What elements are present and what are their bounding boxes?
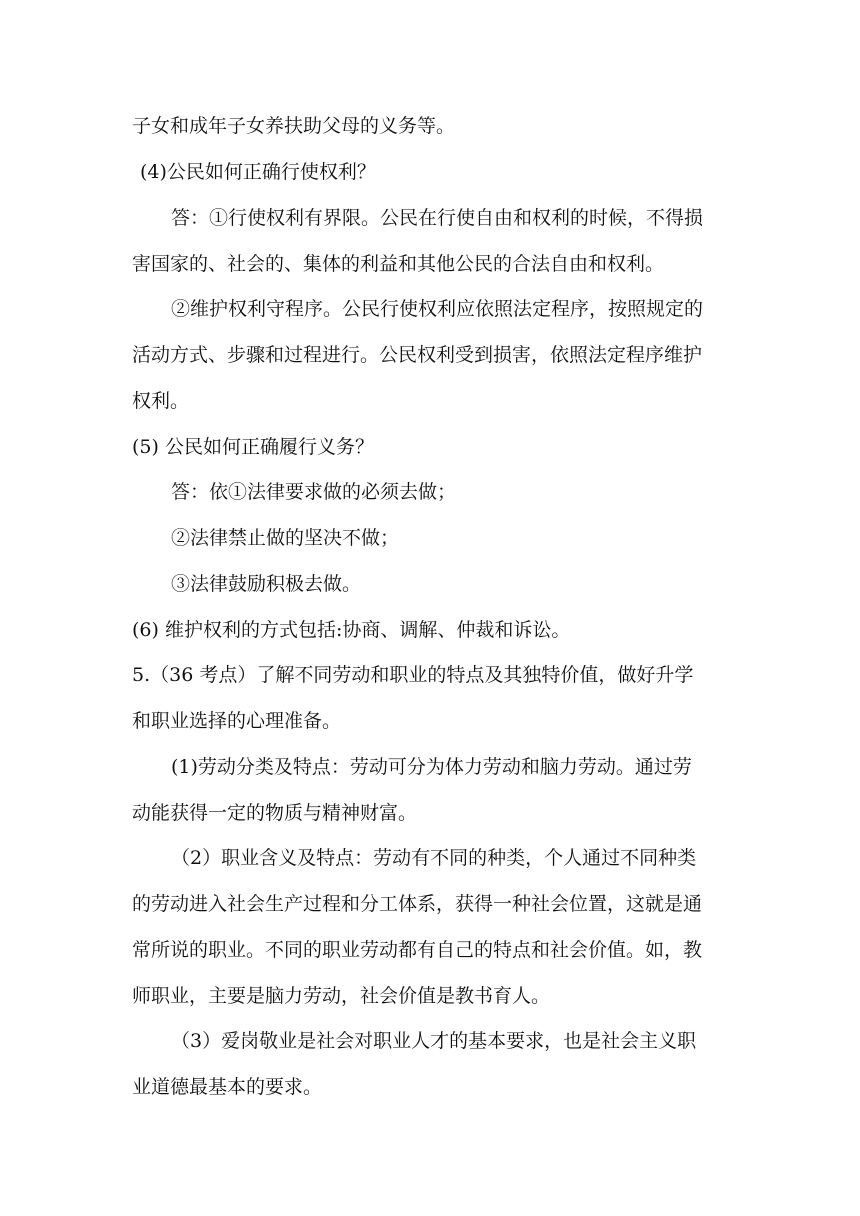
text-line: (5) 公民如何正确履行义务？ <box>132 436 374 458</box>
text-line: (1)劳动分类及特点：劳动可分为体力劳动和脑力劳动。通过劳 <box>171 756 692 778</box>
text-line: 和职业选择的心理准备。 <box>132 710 342 732</box>
text-line: 动能获得一定的物质与精神财富。 <box>132 802 418 824</box>
text-line: (6) 维护权利的方式包括:协商、调解、仲裁和诉讼。 <box>132 619 571 641</box>
text-line: 活动方式、步骤和过程进行。公民权利受到损害，依照法定程序维护 <box>132 344 703 366</box>
text-line: 的劳动进入社会生产过程和分工体系，获得一种社会位置，这就是通 <box>132 893 703 915</box>
text-line: 答：依①法律要求做的必须去做； <box>171 481 457 503</box>
text-line: （3）爱岗敬业是社会对职业人才的基本要求，也是社会主义职 <box>171 1030 697 1052</box>
text-line: 业道德最基本的要求。 <box>132 1076 323 1098</box>
text-line: 常所说的职业。不同的职业劳动都有自己的特点和社会价值。如，教 <box>132 939 703 961</box>
text-line: ②法律禁止做的坚决不做； <box>171 527 400 549</box>
text-line: 子女和成年子女养扶助父母的义务等。 <box>132 115 456 137</box>
text-line: 5.（36 考点）了解不同劳动和职业的特点及其独特价值，做好升学 <box>132 664 694 686</box>
text-line: 答：①行使权利有界限。公民在行使自由和权利的时候，不得损 <box>171 207 704 229</box>
text-line: （2）职业含义及特点：劳动有不同的种类，个人通过不同种类 <box>171 847 697 869</box>
text-line: ②维护权利守程序。公民行使权利应依照法定程序，按照规定的 <box>171 298 704 320</box>
text-line: (4)公民如何正确行使权利？ <box>140 161 376 183</box>
text-line: 权利。 <box>132 390 190 412</box>
text-line: ③法律鼓励积极去做。 <box>171 573 362 595</box>
text-line: 师职业，主要是脑力劳动，社会价值是教书育人。 <box>132 985 551 1007</box>
text-line: 害国家的、社会的、集体的利益和其他公民的合法自由和权利。 <box>132 253 665 275</box>
